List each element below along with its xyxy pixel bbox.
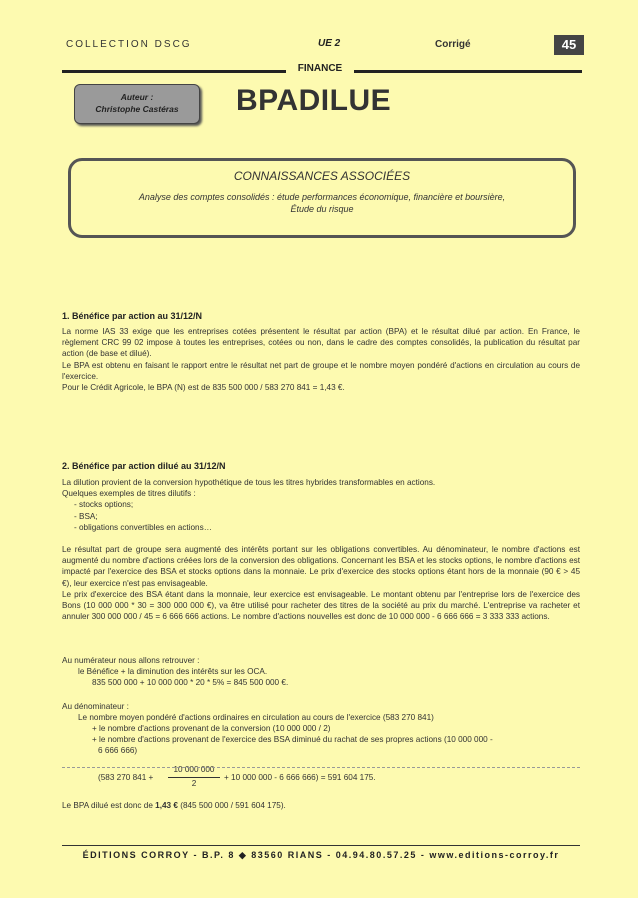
- connaissances-title: CONNAISSANCES ASSOCIÉES: [233, 169, 411, 183]
- list-item: - obligations convertibles en actions…: [74, 522, 212, 532]
- corrige-label: Corrigé: [435, 39, 471, 50]
- section-2-paragraph-4: Le prix d'exercice des BSA étant dans la monnaie, leur exercice est envisageable. Le montant obtenu par l'entreprise lors de l'exercice des Bons (10 000 000 * 30 = 300 000 000 €), va être utilisé pour racheter des titres de la société au prix du marché. L'entreprise va racheter et annuler 300 000 000 / 45 = 6 666 666 actions. Le nombre d'actions nouvelles est donc de 10 000 000 - 6 666 666 = 3 333 333 actions.: [62, 589, 580, 622]
- author-box: [74, 84, 200, 124]
- denominator-line-3: + le nombre d'actions provenant de l'exercice des BSA diminué du rachat de ses propres actions (10 000 000 -: [92, 735, 493, 744]
- numerator-line-2: 835 500 000 + 10 000 000 * 20 * 5% = 845 500 000 €.: [92, 678, 289, 687]
- denominator-intro: Au dénominateur :: [62, 702, 129, 711]
- connaissances-line-2: Étude du risque: [290, 204, 354, 214]
- section-1-body: [62, 326, 580, 393]
- conclusion-prefix: Le BPA dilué est donc de: [62, 801, 156, 810]
- ue-label: UE 2: [318, 38, 341, 49]
- section-2-heading: 2. Bénéfice par action dilué au 31/12/N: [62, 461, 226, 471]
- header-rule-left: [62, 70, 286, 73]
- section-1-heading: 1. Bénéfice par action au 31/12/N: [62, 311, 203, 321]
- footer-publisher: ÉDITIONS CORROY - B.P. 8 ◆ 83560 RIANS - 04.94.80.57.25 - www.editions-corroy.fr: [82, 850, 560, 860]
- dilutive-list: [62, 499, 580, 533]
- section-2-body: [62, 544, 580, 622]
- author-label: Auteur :: [120, 92, 154, 102]
- section-2-paragraph-1: La dilution provient de la conversion hypothétique de tous les titres hybrides transformables en actions.: [62, 478, 436, 487]
- formula-left: (583 270 841 +: [98, 773, 154, 782]
- section-2-paragraph-2: Quelques exemples de titres dilutifs :: [62, 489, 196, 499]
- connaissances-line-1: Analyse des comptes consolidés : étude performances économique, financière et boursière,: [138, 192, 506, 202]
- conclusion-suffix: (845 500 000 / 591 604 175).: [177, 801, 286, 810]
- page-title: BPADILUE: [236, 84, 392, 117]
- numerator-intro: Au numérateur nous allons retrouver :: [62, 656, 200, 665]
- denominator-line-4: 6 666 666): [98, 746, 138, 755]
- section-1-paragraph-3: Pour le Crédit Agricole, le BPA (N) est de 835 500 000 / 583 270 841 = 1,43 €.: [62, 383, 345, 393]
- formula-denominator: 2: [191, 779, 197, 788]
- section-1-paragraph-1: La norme IAS 33 exige que les entreprises cotées présentent le résultat par action (BPA) et le résultat dilué par action. En France, le règlement CRC 99 02 impose à toutes les entreprises, cotées ou non, dans le cadre des comptes consolidés, la publication du résultat par action (de base et dilué).: [62, 327, 580, 359]
- list-item: - BSA;: [74, 511, 98, 521]
- fraction-bar: [168, 777, 220, 778]
- section-2-intro: [62, 477, 580, 533]
- connaissances-box: [68, 158, 576, 238]
- collection-label: COLLECTION DSCG: [66, 39, 192, 50]
- list-item: - stocks options;: [74, 500, 134, 510]
- conclusion-value: 1,43 €: [155, 801, 178, 810]
- denominator-line-2: + le nombre d'actions provenant de la conversion (10 000 000 / 2): [92, 724, 331, 733]
- footer-rule: [62, 845, 580, 846]
- conclusion: [62, 800, 286, 811]
- formula-right: + 10 000 000 - 6 666 666) = 591 604 175.: [224, 773, 376, 782]
- author-name: Christophe Castéras: [95, 104, 179, 114]
- formula-numerator: 10 000 000: [173, 765, 215, 774]
- section-2-paragraph-3: Le résultat part de groupe sera augmenté des intérêts portant sur les obligations convertibles. Au dénominateur, le nombre d'actions est augmenté du nombre d'actions créées lors de la conversion des obligations. Concernant les BSA et les stocks options, le nombre d'actions est impacté par l'exercice des BSA et stocks options dans la monnaie. Le prix d'exercice des stocks options étant hors de la monnaie (90 € > 45 €), leur exercice n'est pas envisageable.: [62, 545, 580, 588]
- section-label: FINANCE: [297, 63, 343, 74]
- dashed-divider: [62, 767, 580, 768]
- header-rule-right: [354, 70, 582, 73]
- section-1-paragraph-2: Le BPA est obtenu en faisant le rapport entre le résultat net part de groupe et le nombre moyen pondéré d'actions en circulation au cours de l'exercice.: [62, 360, 580, 381]
- page-number: 45: [554, 35, 584, 55]
- numerator-line-1: le Bénéfice + la diminution des intérêts sur les OCA.: [78, 667, 268, 676]
- denominator-line-1: Le nombre moyen pondéré d'actions ordinaires en circulation au cours de l'exercice (583 270 841): [78, 713, 434, 722]
